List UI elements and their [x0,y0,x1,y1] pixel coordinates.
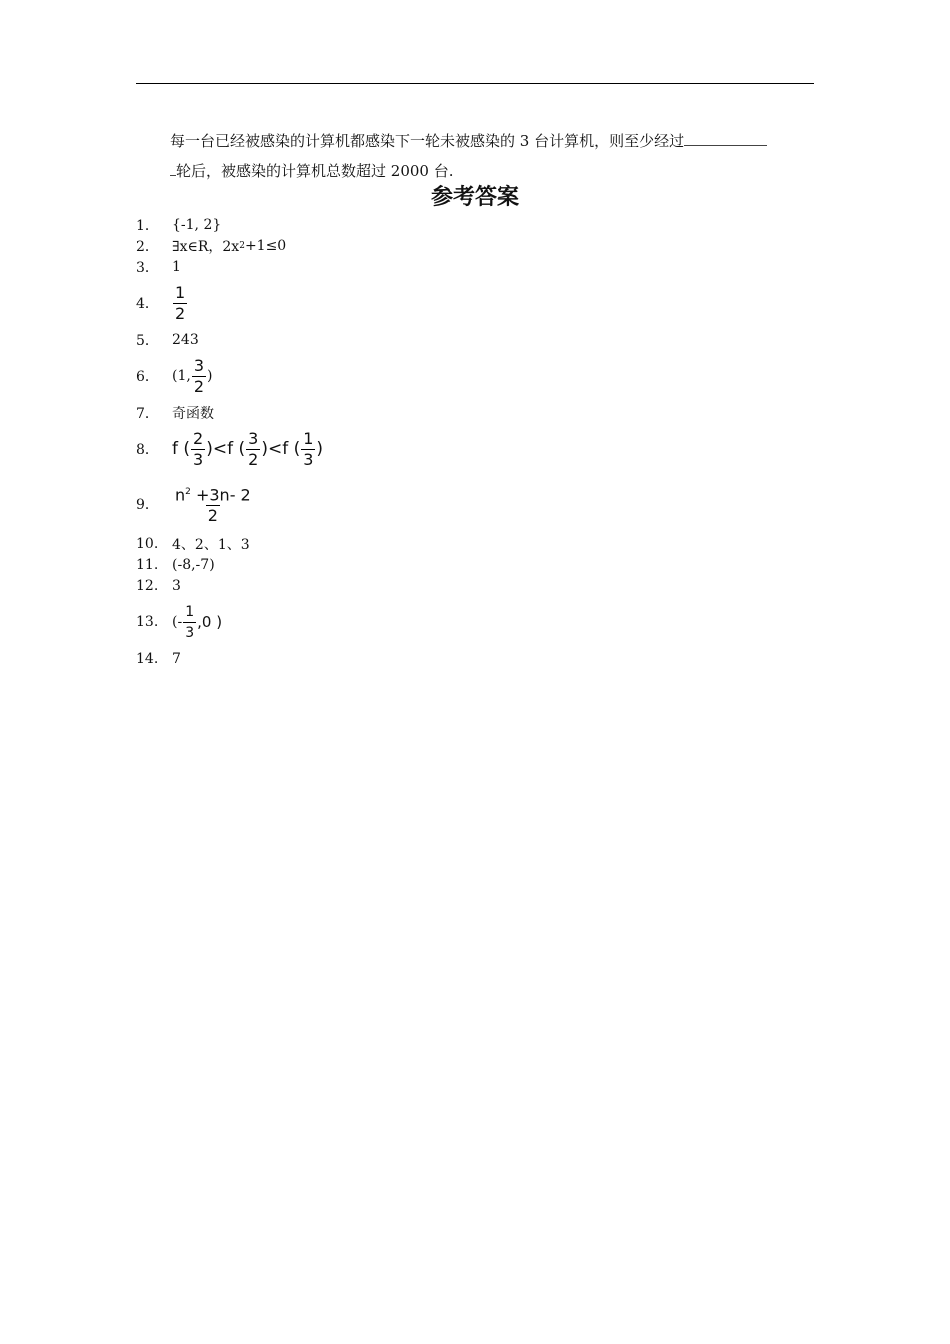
answer-value [172,429,323,470]
fraction [173,482,253,526]
fraction [173,283,187,324]
problem-line-1-text: 每一台已经被感染的计算机都感染下一轮未被感染的 3 台计算机，则至少经过 [170,132,685,150]
answer-number: 2． [136,238,159,255]
numerator: 3 [193,355,205,375]
answer-5 [136,329,736,350]
answer-number: 11. [136,556,159,573]
answer-12 [136,575,736,596]
answer-2 [136,235,736,256]
answer-value: {-1, 2} [172,216,222,233]
answer-number: 9． [136,497,159,513]
answer-13-pre: (- [172,614,183,630]
numerator: 3 [248,428,259,448]
answer-number: 6． [136,369,159,385]
denominator: 3 [193,449,204,469]
fraction [183,602,196,643]
denominator: 2 [207,506,218,526]
answer-value: 1 [172,258,181,275]
header-rule [136,83,814,84]
answer-3 [136,256,736,277]
denominator: 2 [175,303,186,323]
answer-value: 7 [172,650,181,667]
numerator-n: n [175,485,186,505]
answer-value [172,602,222,643]
numerator-rest: +3n- 2 [190,485,251,505]
answer-number: 12. [136,577,159,594]
answer-8-f1: f ( [172,439,191,459]
numerator: 1 [303,428,314,448]
answer-number: 13. [136,614,159,630]
answer-8 [136,423,736,475]
answer-4 [136,277,736,329]
problem-text [170,126,820,186]
answer-value [172,356,212,397]
answer-6-pre: (1, [172,368,191,384]
answer-list [136,214,736,669]
numerator: 2 [193,428,204,448]
answer-number: 4． [136,296,159,312]
answer-8-lt1: )<f ( [206,439,246,459]
answer-10 [136,533,736,554]
answer-number: 7． [136,405,159,422]
section-title: 参考答案 [430,185,519,210]
answer-number: 5． [136,332,159,349]
answer-8-end: ) [316,439,324,459]
fraction [246,429,260,470]
denominator: 3 [303,449,314,469]
answer-number: 3． [136,259,159,276]
answer-number: 10. [136,535,159,552]
answer-13-post: ,0 ) [197,613,223,631]
answer-6 [136,350,736,402]
answer-value [172,482,254,526]
numerator: 1 [185,603,195,620]
answer-value: 奇函数 [172,405,214,422]
answer-2-post: +1≤0 [244,237,287,254]
answer-7 [136,402,736,423]
answer-9 [136,475,736,533]
answer-number: 14. [136,650,159,667]
answer-value [172,283,188,324]
answer-number: 1． [136,217,159,234]
answer-6-post: ) [207,368,213,384]
answer-13 [136,596,736,648]
fraction [301,429,315,470]
answer-number: 8． [136,442,159,458]
denominator: 3 [183,622,196,643]
answer-value [172,236,286,256]
fraction [192,356,206,397]
answer-value: 243 [172,331,199,348]
fraction [191,429,205,470]
answer-1 [136,214,736,235]
denominator: 2 [193,376,205,396]
answer-8-lt2: )<f ( [261,439,301,459]
denominator: 2 [248,449,259,469]
answer-11 [136,554,736,575]
problem-line-2-text: 轮后，被感染的计算机总数超过 2000 台. [176,162,454,180]
answer-value: 3 [172,577,181,594]
numerator-exponent: 2 [185,486,191,497]
answer-2-pre: ∃x∈R，2x [172,238,240,255]
numerator: 1 [175,282,186,302]
answer-2-exponent: 2 [239,240,245,251]
answer-blank [684,131,767,146]
problem-line-1 [170,126,820,156]
numerator [173,482,253,505]
answer-14 [136,648,736,669]
answer-value: 4、2、1、3 [172,536,250,553]
answer-value: (-8,-7) [172,556,215,573]
